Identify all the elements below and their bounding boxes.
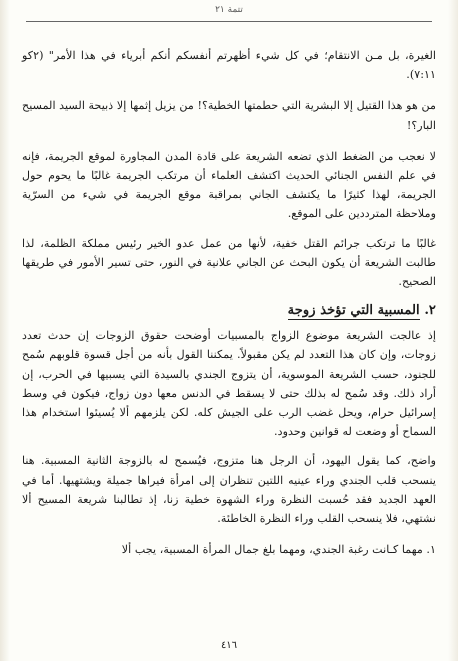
paragraph-3: لا نعجب من الضغط الذي تضعه الشريعة على قادة المدن المجاورة لموقع الجريمة، فإنه في علم النفس الجنائي الحديث اكتشف العلماء أن مرتكب الجريمة غالبًا ما يحوم حول الجريمة، لهذا كثيرًا ما يكتشف الجاني بمراقبة موقع الجريمة في شيء من السرّية وملاحظة المترددين على الموقع. bbox=[22, 149, 436, 221]
section-heading bbox=[22, 300, 436, 322]
paragraph-5: إذ عالجت الشريعة موضوع الزواج بالمسبيات أوضحت حقوق الزوجات إن حدث تعدد زوجات، وإن كان هذا التعدد لم يكن مقبولاً. يمكننا القول بأنه من أجل قسوة قلوبهم سُمح للجنود، حسب الشريعة الموسوية، أن يتزوج الجندي بالسيدة التي يسبيها في الحرب، إن أراد ذلك. وقد سُمح له بذلك حتى لا يسقط في الدنس معها دون زواج، فيكون في وسط إسرائيل حرام، ويحل غضب الرب على الجيش كله. لكن يلزمهم ألا يُسيئوا استخدام هذا السماح أو وضعت له قوانين وحدود. bbox=[22, 329, 436, 439]
paragraph-2: من هو هذا القتيل إلا البشرية التي حطمتها الخطية؟! من يزيل إثمها إلا ذبيحة السيد المسيح البار؟! bbox=[22, 99, 436, 132]
section-number: ٢. bbox=[424, 303, 436, 319]
section-title: المسبية التي تؤخذ زوجة bbox=[287, 303, 420, 319]
paragraph-6: واضح، كما يقول اليهود، أن الرجل هنا متزوج، فيُسمح له بالزوجة الثانية المسبية. هنا ينسحب قلب الجندي وراء عينيه اللتين تنظران إلى امرأة فيراها جميلة ويشتهيها. أما في العهد الجديد فقد حُسبت النظرة وراء الشهوة خطية زنا، إذ تطالبنا شريعة المسيح ألا نشتهي، فلا ينسحب القلب وراء النظرة الخاطئة. bbox=[22, 454, 436, 526]
paragraph-4: غالبًا ما ترتكب جرائم القتل خفية، لأنها من عمل عدو الخير رئيس مملكة الظلمة، لذا طالبت الشريعة أن يكون البحث عن الجاني علانية في النور، حتى تسير الأمور في طريقها الصحيح. bbox=[22, 236, 436, 289]
page-body bbox=[22, 46, 436, 559]
paragraph-7: ١. مهما كـانت رغبة الجندي، ومهما بلغ جمال المرأة المسبية، يجب ألا bbox=[121, 543, 436, 557]
header-rule bbox=[26, 21, 432, 22]
page-number: ٤١٦ bbox=[220, 640, 238, 651]
running-head: تتمة ٢١ bbox=[215, 5, 243, 15]
paragraph-1: الغيرة، بل مـن الانتقام؛ في كل شيء أظهرتم أنفسكم أنكم أبرياء في هذا الأمر" (٢كو ٧:١١). bbox=[22, 49, 436, 82]
